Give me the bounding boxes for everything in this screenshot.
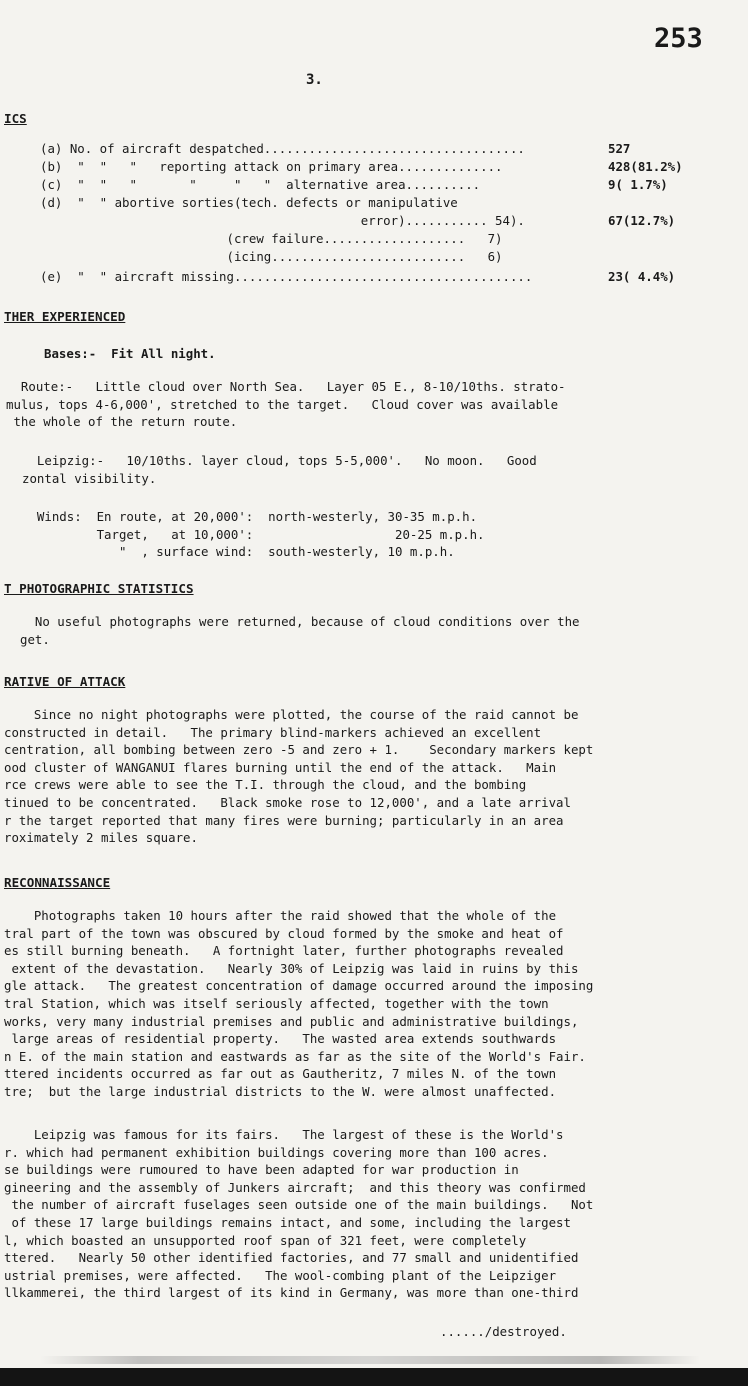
text-line: roximately 2 miles square. [4, 830, 198, 846]
text-line: tral Station, which was itself seriously affected, together with the town [4, 995, 549, 1011]
statistics-label: (b) " " " reporting attack on primary area.............. [40, 159, 503, 174]
text-line: of these 17 large buildings remains intact, and some, including the largest [4, 1214, 571, 1230]
statistics-value: 428(81.2%) [608, 159, 683, 174]
scan-smear [40, 1356, 700, 1364]
text-line: ustrial premises, were affected. The wool-combing plant of the Leipziger [4, 1267, 557, 1283]
text-line: the number of aircraft fuselages seen outside one of the main buildings. Not [4, 1197, 594, 1213]
photo-heading: T PHOTOGRAPHIC STATISTICS [4, 581, 194, 596]
text-line: " , surface wind: south-westerly, 10 m.p.h. [22, 544, 455, 560]
text-line: Route:- Little cloud over North Sea. Layer 05 E., 8-10/10ths. strato- [6, 379, 566, 394]
text-line: Leipzig:- 10/10ths. layer cloud, tops 5-5,000'. No moon. Good [22, 453, 537, 468]
text-line: gle attack. The greatest concentration of damage occurred around the imposing [4, 978, 594, 994]
statistics-row [0, 248, 748, 266]
text-line: llkammerei, the third largest of its kind in Germany, was more than one-third [4, 1285, 579, 1301]
text-line: extent of the devastation. Nearly 30% of Leipzig was laid in ruins by this [4, 960, 579, 976]
scan-edge [0, 1368, 748, 1386]
text-line: ttered. Nearly 50 other identified factories, and 77 small and unidentified [4, 1250, 579, 1266]
text-line: works, very many industrial premises and public and administrative buildings, [4, 1013, 579, 1029]
statistics-label: (icing.......................... 6) [40, 249, 503, 264]
text-line: tral part of the town was obscured by cloud formed by the smoke and heat of [4, 925, 564, 941]
text-line: se buildings were rumoured to have been adapted for war production in [4, 1162, 519, 1178]
weather-winds [22, 508, 722, 561]
statistics-row [0, 194, 748, 212]
text-line: tinued to be concentrated. Black smoke rose to 12,000', and a late arrival [4, 794, 571, 810]
text-line: es still burning beneath. A fortnight later, further photographs revealed [4, 943, 564, 959]
reconnaissance-heading: RECONNAISSANCE [4, 875, 111, 890]
photo-text [20, 613, 720, 648]
page-number: 253 [654, 23, 703, 54]
weather-bases: Bases:- Fit All night. [44, 346, 216, 361]
text-line: ttered incidents occurred as far out as Gautheritz, 7 miles N. of the town [4, 1066, 557, 1082]
text-line: Photographs taken 10 hours after the raid showed that the whole of the [4, 908, 557, 923]
weather-heading: THER EXPERIENCED [4, 309, 126, 324]
text-line: n E. of the main station and eastwards as far as the site of the World's Fair. [4, 1048, 586, 1064]
text-line: gineering and the assembly of Junkers aircraft; and this theory was confirmed [4, 1179, 586, 1195]
reconnaissance-paragraph-2 [4, 1126, 704, 1302]
statistics-row [0, 140, 748, 158]
statistics-value: 67(12.7%) [608, 213, 676, 228]
text-line: No useful photographs were returned, because of cloud conditions over the [20, 614, 580, 629]
continuation-note: ....../destroyed. [440, 1324, 567, 1339]
text-line: large areas of residential property. The wasted area extends southwards [4, 1031, 557, 1047]
subsection-number: 3. [306, 72, 323, 88]
statistics-label: (crew failure................... 7) [40, 231, 503, 246]
weather-leipzig [22, 452, 722, 487]
statistics-row [0, 230, 748, 248]
text-line: rce crews were able to see the T.I. through the cloud, and the bombing [4, 777, 527, 793]
text-line: the whole of the return route. [6, 414, 238, 430]
narrative-heading: RATIVE OF ATTACK [4, 674, 126, 689]
statistics-label: (a) No. of aircraft despatched................................... [40, 141, 525, 156]
statistics-row [0, 176, 748, 194]
statistics-label: (e) " " aircraft missing........................................ [40, 269, 533, 284]
text-line: constructed in detail. The primary blind-markers achieved an excellent [4, 724, 542, 740]
statistics-label: (d) " " abortive sorties(tech. defects or manipulative [40, 195, 458, 210]
statistics-label: error)........... 54). [40, 213, 525, 228]
text-line: l, which boasted an unsupported roof span of 321 feet, were completely [4, 1232, 527, 1248]
reconnaissance-paragraph-1 [4, 907, 704, 1101]
text-line: centration, all bombing between zero -5 and zero + 1. Secondary markers kept [4, 742, 594, 758]
weather-route [6, 378, 706, 431]
text-line: zontal visibility. [22, 470, 157, 486]
text-line: ood cluster of WANGANUI flares burning until the end of the attack. Main [4, 759, 557, 775]
text-line: mulus, tops 4-6,000', stretched to the target. Cloud cover was available [6, 396, 559, 412]
statistics-row [0, 212, 748, 230]
text-line: Leipzig was famous for its fairs. The largest of these is the World's [4, 1127, 564, 1142]
tactics-heading: ICS [4, 111, 27, 126]
statistics-value: 9( 1.7%) [608, 177, 668, 192]
narrative-text [4, 706, 704, 847]
text-line: Since no night photographs were plotted, the course of the raid cannot be [4, 707, 579, 722]
statistics-row [0, 158, 748, 176]
text-line: r the target reported that many fires were burning; particularly in an area [4, 812, 564, 828]
statistics-value: 23( 4.4%) [608, 269, 676, 284]
text-line: r. which had permanent exhibition buildings covering more than 100 acres. [4, 1144, 549, 1160]
statistics-value: 527 [608, 141, 631, 156]
statistics-row [0, 268, 748, 286]
text-line: Target, at 10,000': 20-25 m.p.h. [22, 526, 485, 542]
text-line: get. [20, 631, 50, 647]
statistics-label: (c) " " " " " " alternative area.......... [40, 177, 481, 192]
text-line: Winds: En route, at 20,000': north-westerly, 30-35 m.p.h. [22, 509, 478, 524]
text-line: tre; but the large industrial districts to the W. were almost unaffected. [4, 1083, 557, 1099]
